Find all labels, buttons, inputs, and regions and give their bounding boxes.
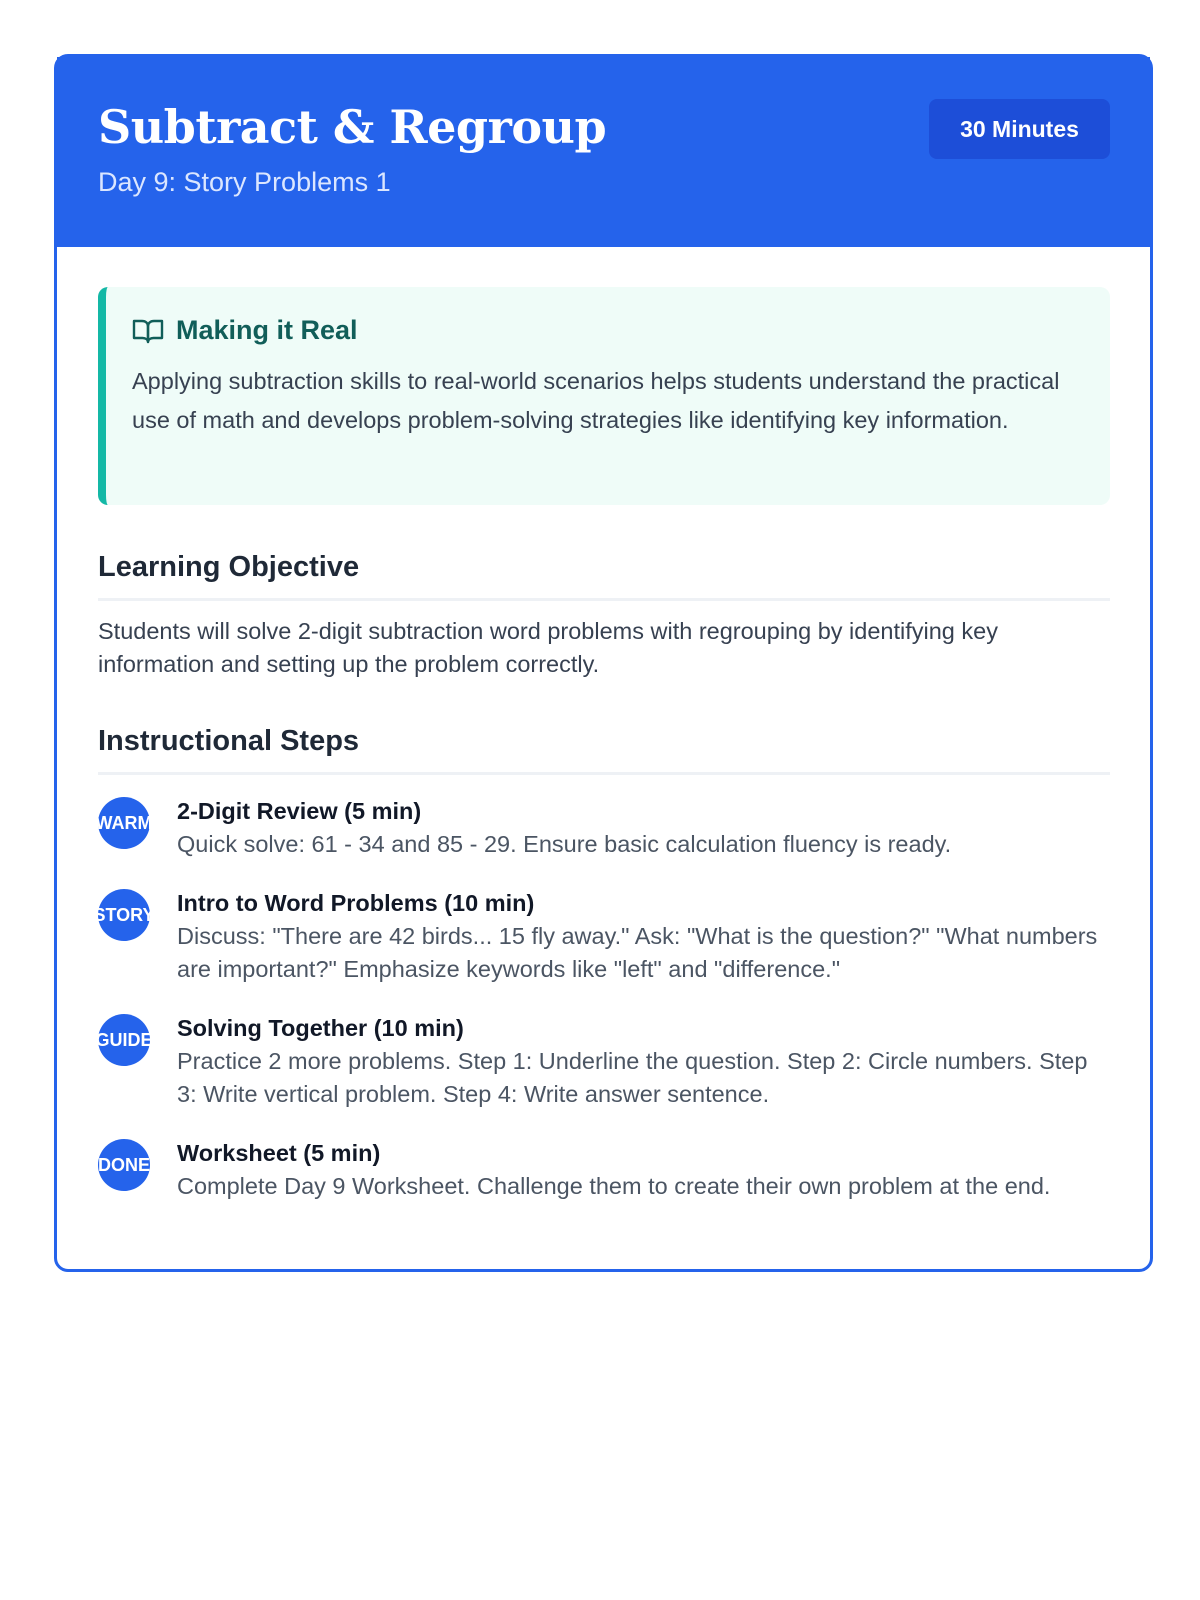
making-it-real-callout bbox=[98, 287, 1110, 505]
learning-objective-text: Students will solve 2-digit subtraction word problems with regrouping by identifying key information and setting up the problem correctly. bbox=[98, 618, 998, 677]
lesson-header bbox=[57, 57, 1150, 247]
step-text: Practice 2 more problems. Step 1: Underline the question. Step 2: Circle numbers. Step 3: Write vertical problem. Step 4: Write answer sentence. bbox=[177, 1048, 1088, 1107]
step-badge: WARM bbox=[98, 797, 150, 849]
step-content bbox=[177, 887, 1110, 986]
step-badge: DONE bbox=[98, 1139, 150, 1191]
lesson-body bbox=[57, 247, 1150, 1269]
step-item-story bbox=[93, 887, 1110, 986]
step-content bbox=[177, 1137, 1110, 1203]
steps-list bbox=[93, 795, 1110, 1203]
step-content bbox=[177, 795, 1110, 861]
step-text: Quick solve: 61 - 34 and 85 - 29. Ensure basic calculation fluency is ready. bbox=[177, 831, 952, 857]
step-content bbox=[177, 1012, 1110, 1111]
step-title: 2-Digit Review (5 min) bbox=[177, 798, 422, 824]
step-badge: STORY bbox=[98, 889, 150, 941]
step-title: Worksheet (5 min) bbox=[177, 1140, 381, 1166]
callout-text: Applying subtraction skills to real-world scenarios helps students understand the practical use of math and develops problem-solving strategies like identifying key information. bbox=[132, 368, 1060, 433]
step-item-guide bbox=[95, 1012, 1110, 1111]
step-item-done bbox=[98, 1137, 1110, 1203]
lesson-subtitle: Day 9: Story Problems 1 bbox=[98, 167, 391, 197]
duration-badge: 30 Minutes bbox=[929, 99, 1110, 159]
step-title: Intro to Word Problems (10 min) bbox=[177, 890, 535, 916]
lesson-card bbox=[54, 54, 1153, 1272]
step-text: Complete Day 9 Worksheet. Challenge them to create their own problem at the end. bbox=[177, 1173, 1051, 1199]
book-open-icon bbox=[132, 317, 164, 345]
step-badge: GUIDE bbox=[98, 1014, 150, 1066]
step-title: Solving Together (10 min) bbox=[177, 1015, 464, 1041]
step-item-warm bbox=[95, 795, 1110, 861]
lesson-title: Subtract & Regroup bbox=[98, 100, 607, 154]
callout-title: Making it Real bbox=[176, 315, 358, 345]
instructional-steps-heading: Instructional Steps bbox=[98, 725, 1110, 775]
callout-header bbox=[132, 315, 1080, 346]
step-text: Discuss: "There are 42 birds... 15 fly away." Ask: "What is the question?" "What numbers are important?" Emphasize keywords like "left" and "difference." bbox=[177, 923, 1098, 982]
learning-objective-heading: Learning Objective bbox=[98, 551, 1110, 601]
